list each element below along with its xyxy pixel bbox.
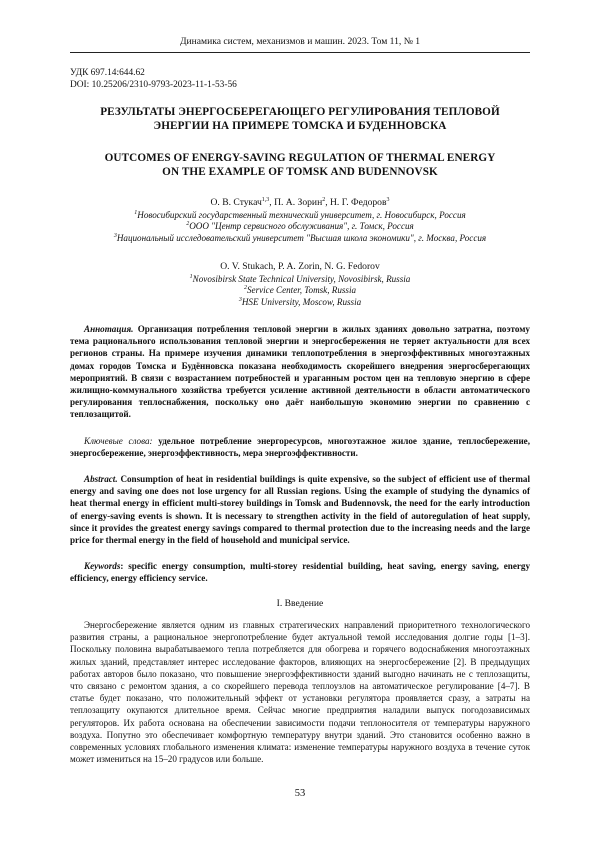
abstract-ru-text: Организация потребления тепловой энергии в жилых зданиях довольно затратна, поэтому тема рационального использования тепловой энергии и энергосбережения не теряет актуальности для всех регионов страны. На примере изучения динамики теплопотребления в энергоэффективных многоэтажных домах городов Томска и Будённовска показана необходимость скорейшего внедрения энергосберегающих мероприятий. В связи с возрастанием потребностей и ураганным ростом цен на тепловую энергию в сфере жилищно-коммунального хозяйства требуется усиление активной деятельности в области автоматического регулирования теплоснабжения, поскольку оно даёт наибольшую экономию энергии по сравнению с теплозащитой. [70,324,530,420]
abstract-en [70,473,530,546]
author-3-affil: 3 [386,197,390,203]
affiliation-ru-3: $^3$Национальный исследовательский университет "Высшая школа экономики", г. Москва, Россия [113,232,487,243]
keywords-ru-label: Ключевые слова: [84,436,153,446]
author-3: Н. Г. Федоров [330,197,387,208]
header-rule [70,52,530,53]
author-2: П. А. Зорин [274,197,323,208]
affiliation-en-2: $^2$Service Center, Tomsk, Russia [243,285,357,296]
keywords-ru-text: удельное потребление энергоресурсов, многоэтажное жилое здание, теплосбережение, энергосбережение, энергоэффективность, мера энергоэффективности. [70,436,530,459]
author-2-affil: 2 [322,197,326,203]
abstract-en-label: Abstract. [84,474,118,484]
keywords-en-label: Keywords [84,561,121,571]
affiliation-ru-1: $^1$Новосибирский государственный технический университет, г. Новосибирск, Россия [134,210,466,220]
running-head: Динамика систем, механизмов и машин. 2023. Том 11, № 1 [179,36,421,47]
title-en-line-2: ON THE EXAMPLE OF TOMSK AND BUDENNOVSK [162,166,438,178]
authors-ru: О. В. Стукач$^{1,3}$, П. А. Зорин$^2$, Н. Г. Федоров$^3$ [210,197,390,208]
title-ru-line-2: ЭНЕРГИИ НА ПРИМЕРЕ ТОМСКА И БУДЕННОВСКА [153,120,447,132]
abstract-ru [70,323,530,421]
keywords-en [70,560,530,584]
title-en-line-1: OUTCOMES OF ENERGY-SAVING REGULATION OF THERMAL ENERGY [104,152,496,164]
affiliation-en-3: $^3$HSE University, Moscow, Russia [238,296,362,307]
abstract-ru-label: Аннотация. [84,324,134,334]
abstract-en-text: Consumption of heat in residential buildings is quite expensive, so the subject of efficient use of thermal energy and saving one does not lose urgency for all Russian regions. Using the example of studying the dynamics of heat thermal energy in efficient multi-storey buildings in Tomsk and Budennovsk, the need for the early introduction of energy-saving events is shown. It is necessary to strengthen activity in the field of autoregulation of heat supply, since it provides the greatest energy savings compared to thermal protection due to the increasing needs and the large price for thermal energy in the field of household and municipal service. [70,474,530,546]
title-ru [70,105,530,133]
affiliations-ru [70,210,530,244]
authors-en: O. V. Stukach, P. A. Zorin, N. G. Fedorov [220,261,380,272]
doi: DOI: 10.25206/2310-9793-2023-11-1-53-56 [70,80,237,90]
keywords-en-text: : specific energy consumption, multi-storey residential building, heat saving, energy saving, energy efficiency, energy efficiency service. [70,561,530,584]
author-1: О. В. Стукач [210,197,262,208]
author-1-affil: 1,3 [261,197,270,203]
page-number: 53 [294,788,306,799]
udk-code: УДК 697.14:644.62 [70,68,145,78]
body-paragraph [70,619,530,765]
keywords-ru [70,435,530,459]
affiliation-en-1: $^1$Novosibirsk State Technical University, Novosibirsk, Russia [189,274,411,284]
title-ru-line-1: РЕЗУЛЬТАТЫ ЭНЕРГОСБЕРЕГАЮЩЕГО РЕГУЛИРОВАНИЯ ТЕПЛОВОЙ [100,106,500,118]
body-paragraph-text: Энергосбережение является одним из главных стратегических направлений приоритетного технологического развития страны, а рациональное энергопотребление будет актуальной темой исследования долгие годы [1–3]. Поскольку половина вырабатываемого тепла потребляется для обогрева и горячего водоснабжения многоэтажных жилых зданий, представляет интерес исследование факторов, влияющих на энергосбережение [2]. В предыдущих работах авторов было показано, что повышение энергоэффективности зданий выгодно начинать не с теплозащиты, что связано с ремонтом здания, а со скорейшего перевода теплоузлов на автоматическое регулирование [4–7]. В статье будет показано, что положительный эффект от установки регулятора проявляется сразу, а затраты на теплозащиту окупаются длительное время. Сейчас многие предприятия наладили выпуск погодозависимых регуляторов. Их работа основана на обеспечении зависимости подачи теплоносителя от температуры наружного воздуха. Попутно это обеспечивает комфортную температуру внутри зданий. Это становится особенно важно в современных условиях глобального изменения климата: изменение температуры наружного воздуха в течение суток может измениться на 15–20 градусов или больше. [70,620,530,765]
title-en [70,151,530,179]
affiliations-en [70,274,530,308]
section-heading: I. Введение [276,598,324,609]
affiliation-ru-2: $^2$ООО "Центр сервисного обслуживания", г. Томск, Россия [186,221,414,232]
